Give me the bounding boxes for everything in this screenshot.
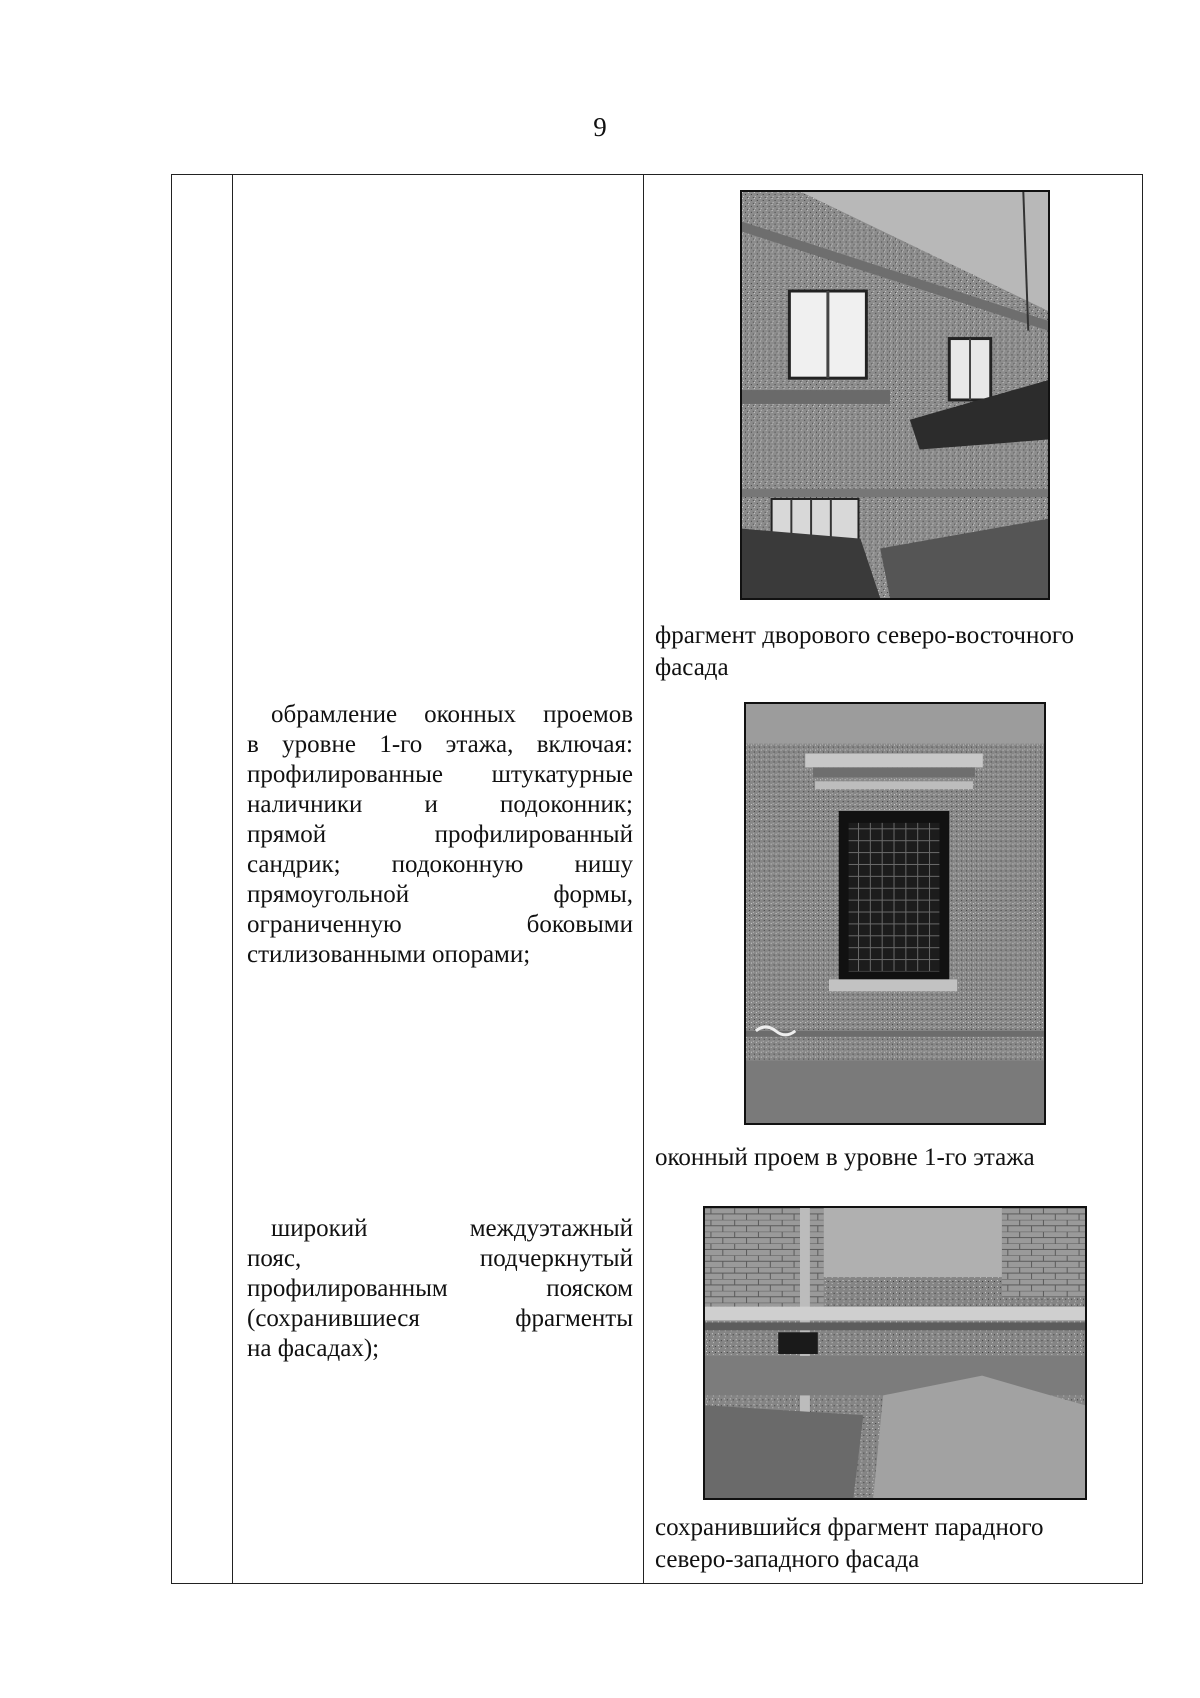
- caption-line: фасада: [655, 654, 729, 681]
- caption-line: северо-западного фасада: [655, 1546, 920, 1573]
- table-divider-number-column: [232, 175, 233, 1583]
- photo-courtyard-northeast-facade: [740, 190, 1050, 600]
- description-line: прямой профилированный: [247, 821, 633, 848]
- description-line: в уровне 1-го этажа, включая:: [247, 731, 633, 758]
- caption-line: фрагмент дворового северо-восточного: [655, 622, 1075, 649]
- description-line: сандрик; подоконную нишу: [247, 851, 633, 878]
- table-divider-photo-column: [643, 175, 644, 1583]
- description-line: стилизованными опорами;: [247, 941, 531, 968]
- description-line: прямоугольной формы,: [247, 881, 633, 908]
- description-line: ограниченную боковыми: [247, 911, 633, 938]
- description-line: обрамление оконных проемов: [271, 701, 633, 728]
- caption-northwest-facade-fragment: [655, 1512, 1135, 1576]
- description-line: профилированным пояском: [247, 1275, 633, 1302]
- photo-northwest-facade-fragment: [703, 1206, 1087, 1500]
- description-line: на фасадах);: [247, 1335, 380, 1362]
- interfloor-belt-description: [247, 1214, 633, 1364]
- window-framing-description: [247, 700, 633, 970]
- description-line: профилированные штукатурные: [247, 761, 633, 788]
- description-line: наличники и подоконник;: [247, 791, 633, 818]
- photo-first-floor-window: [744, 702, 1046, 1125]
- caption-courtyard-northeast-facade: [655, 620, 1135, 684]
- caption-line: оконный проем в уровне 1-го этажа: [655, 1144, 1035, 1171]
- description-line: (сохранившиеся фрагменты: [247, 1305, 633, 1332]
- description-line: пояс, подчеркнутый: [247, 1245, 633, 1272]
- page-number: 9: [593, 112, 607, 142]
- caption-line: сохранившийся фрагмент парадного: [655, 1514, 1044, 1541]
- description-line: широкий междуэтажный: [271, 1215, 633, 1242]
- caption-first-floor-window: [655, 1142, 1135, 1174]
